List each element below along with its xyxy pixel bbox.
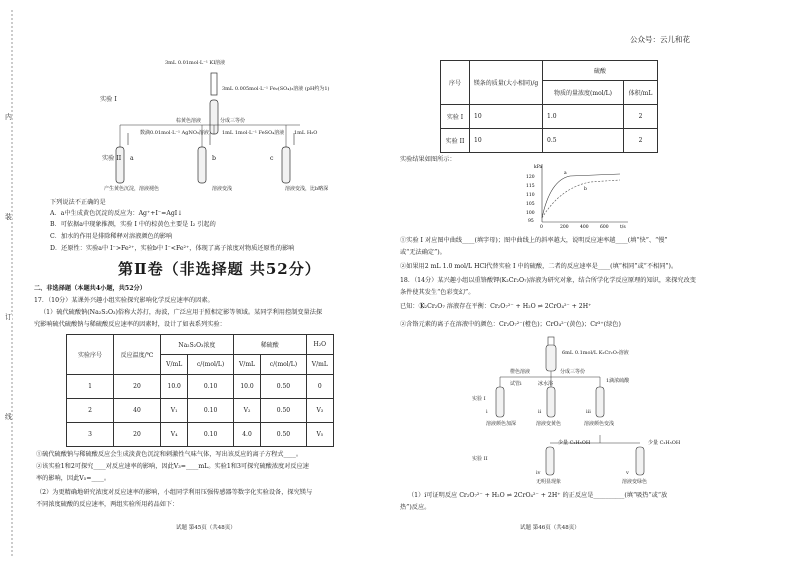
q17-p2a: （2）为更精确地研究浓度对反应速率的影响，小组同学利用压强传感器等数字化实验设备，探究镁与 <box>36 489 313 496</box>
res-iii: 溶液颜色变浅 <box>584 421 615 427</box>
tube-label-b: b <box>212 155 216 162</box>
x-tick: 600 <box>600 225 609 230</box>
question-stem: 下列说法不正确的是 <box>50 199 106 206</box>
table-cell: 0.50 <box>261 423 306 447</box>
table-cell: 20 <box>114 423 161 447</box>
th-acid: 硫酸 <box>543 61 658 81</box>
table-cell: 10.0 <box>233 375 260 399</box>
res-iv: 无明显现象 <box>536 479 562 485</box>
res-i: 溶液颜色加深 <box>486 421 517 427</box>
q17-p1b: 究影响硫代硫酸钠与稀硫酸反应速率的因素时，设计了如表系列实验： <box>34 321 226 328</box>
option-b: B．可依据a中现象推测，实验 I 中的棕黄色主要是 I₂ 引起的 <box>50 221 216 228</box>
experiment-table <box>66 334 334 447</box>
q18-stem-b: 条件使其发生“色彩变幻”。 <box>400 289 475 296</box>
brand-watermark: 公众号：云儿和花 <box>630 35 690 44</box>
table-cell: 10 <box>470 129 543 153</box>
reagent-c: 1mL H₂O <box>294 130 318 136</box>
top-reagent: 6mL 0.1mol/L K₂Cr₂O₇溶液 <box>562 350 629 356</box>
section-header: 二、非选择题（本题共4小题，共52分） <box>34 285 146 292</box>
th-sub: V/mL <box>161 355 188 375</box>
tube-v: v <box>626 470 629 476</box>
y-tick: 110 <box>526 193 535 198</box>
table-row <box>67 399 334 423</box>
tube-iii: iii <box>586 409 591 415</box>
q18-q1b: 热”)反应。 <box>400 504 431 511</box>
table-cell: V₂ <box>233 399 260 423</box>
th-seq: 实验序号 <box>67 335 114 375</box>
th-water: H₂O <box>306 335 333 355</box>
table-row <box>441 129 658 153</box>
chromium-diagram <box>460 335 690 485</box>
add-a: 少量 C₂H₅OH <box>558 440 591 446</box>
split-label: 分成三等份 <box>560 369 586 375</box>
magnesium-table <box>440 60 658 153</box>
q17-q1: ①硫代硫酸钠与稀硫酸反应会生成淡黄色沉淀和刺激性气味气体，写出该反应的离子方程式____。 <box>36 451 303 458</box>
reagent-cool: 冰水浴 <box>538 381 554 387</box>
th-seq: 序号 <box>441 61 470 105</box>
option-d: D．还原性：实验a中 I⁻>Fe²⁺，实验b中 I⁻<Fe²⁺，体现了离子浓度对物质还原性的影响 <box>50 245 295 252</box>
table-cell: 10 <box>470 105 543 129</box>
th-mg: 镁条的质量(大小相同)/g <box>470 61 543 105</box>
section-title: 第Ⅱ卷（非选择题 共52分） <box>118 260 321 278</box>
table-cell: 0 <box>306 375 333 399</box>
y-tick: 95 <box>528 219 534 224</box>
curve-label-b: b <box>584 187 587 192</box>
mix-label: 橙色溶液 <box>510 369 531 375</box>
x-tick: 200 <box>560 225 569 230</box>
table-cell: 0.50 <box>261 375 306 399</box>
table-cell: 2 <box>624 129 658 153</box>
exp2-label: 实验 II <box>472 456 488 462</box>
y-unit: kPa <box>534 165 543 170</box>
add-b: 少量 C₂H₅OH <box>648 440 681 446</box>
q17-q2b: 率的影响，因此V₅=____。 <box>36 475 111 482</box>
reagent-ki: 3mL 0.01mol·L⁻¹ KI溶液 <box>165 60 226 66</box>
x-tick: 0 <box>540 225 543 230</box>
table-cell: 0.5 <box>543 129 624 153</box>
table-row <box>67 375 334 399</box>
th-temp: 反应温度/℃ <box>114 335 161 375</box>
result-a: 产生黄色沉淀，溶液褪色 <box>104 186 160 192</box>
tube-ii: ii <box>538 409 542 415</box>
tube-iv: iv <box>536 470 541 476</box>
q17-p2b: 不同浓度硫酸的反应速率，两组实验所用药品如下： <box>36 501 179 508</box>
table-cell: 0.10 <box>188 399 233 423</box>
table-cell: 0.50 <box>261 399 306 423</box>
table-cell: 20 <box>114 375 161 399</box>
reagent-iii: 1滴浓硫酸 <box>606 378 630 384</box>
q-b1b: 或“无法确定”)。 <box>400 249 446 256</box>
table-cell: V₃ <box>306 399 333 423</box>
table-cell: 10.0 <box>161 375 188 399</box>
reagent-fe: 3mL 0.005mol·L⁻¹ Fe₂(SO₄)₃溶液 (pH约为1) <box>222 86 330 92</box>
reagent-a: 数滴0.01mol·L⁻¹ AgNO₃溶液 <box>140 130 209 136</box>
reagent-b: 1mL 1mol·L⁻¹ FeSO₄溶液 <box>222 130 285 136</box>
res-v: 溶液变绿色 <box>622 479 648 485</box>
tube-i: i <box>486 409 488 415</box>
exp1-label: 实验 I <box>100 96 117 103</box>
split-label: 分成三等份 <box>220 118 246 124</box>
th-acid: 稀硫酸 <box>233 335 306 355</box>
res-ii: 溶液变黄色 <box>536 421 562 427</box>
q17-stem: 17．（10分）某课外兴趣小组实验探究影响化学反应速率的因素。 <box>34 297 214 304</box>
ion-colors: ②含铬元素的离子在溶液中的颜色：Cr₂O₇²⁻(橙色)；CrO₄²⁻(黄色)；Cr³⁺(绿色) <box>400 321 621 328</box>
th-sub: V/mL <box>306 355 333 375</box>
left-footer: 试题 第45页（共48页） <box>176 525 236 531</box>
q18-stem-a: 18．（14分）某兴趣小组以重铬酸钾(K₂Cr₂O₇)溶液为研究对象，结合所学化学反应原理的知识，来探究改变 <box>400 277 696 284</box>
result-label: 实验结果如图所示： <box>400 156 456 163</box>
table-cell: 1.0 <box>543 105 624 129</box>
tube-label-c: c <box>270 155 274 162</box>
binding-char: 订 <box>5 313 12 321</box>
q17-q2a: ②该实验1和2可探究____对反应速率的影响，因此V₃=____mL。实验1和3可探究硫酸浓度对反应速 <box>36 463 309 470</box>
option-a: A．a中生成黄色沉淀的反应为：Ag⁺+I⁻=AgI↓ <box>50 210 183 217</box>
y-tick: 115 <box>526 184 535 189</box>
table-cell: 40 <box>114 399 161 423</box>
table-cell: 实验 II <box>441 129 470 153</box>
curve-b <box>542 180 620 218</box>
th-conc: 物质的量浓度(mol/L) <box>543 81 624 105</box>
right-footer: 试题 第46页（共48页） <box>520 525 580 531</box>
binding-char: 线 <box>5 413 12 421</box>
table-cell: 2 <box>624 105 658 129</box>
known-label: 已知：① <box>400 303 425 310</box>
right-page <box>400 0 800 566</box>
mix-label: 棕黄色溶液 <box>176 118 202 124</box>
table-cell: 实验 I <box>441 105 470 129</box>
experiment-diagram <box>90 55 350 200</box>
reagent-heat: 试管i <box>510 381 522 387</box>
th-na: Na₂S₂O₃浓度 <box>161 335 234 355</box>
th-vol: 体积/mL <box>624 81 658 105</box>
curve-label-a: a <box>564 171 567 176</box>
tube-label-a: a <box>130 155 134 162</box>
table-cell: 1 <box>67 375 114 399</box>
table-cell: 2 <box>67 399 114 423</box>
exp2-label: 实验 II <box>102 155 122 162</box>
exp1-label: 实验 I <box>472 396 486 402</box>
table-cell: 3 <box>67 423 114 447</box>
x-unit: t/s <box>620 225 626 230</box>
binding-char: 内 <box>5 113 12 121</box>
y-tick: 100 <box>526 211 535 216</box>
x-tick: 400 <box>580 225 589 230</box>
table-row <box>67 423 334 447</box>
th-sub: V/mL <box>233 355 260 375</box>
q18-q1a: （1）ⅰ可证明反应 Cr₂O₇²⁻ + H₂O ⇌ 2CrO₄²⁻ + 2H⁺ 的正反应是__________(填“吸热”或“放 <box>408 492 668 499</box>
option-c: C．加水的作用是排除稀释对溶液颜色的影响 <box>50 233 173 240</box>
known-eq: K₂Cr₂O₇ 溶液存在平衡：Cr₂O₇²⁻ + H₂O ⇌ 2CrO₄²⁻ + 2H⁺ <box>420 303 592 310</box>
table-cell: V₁ <box>161 399 188 423</box>
q-b1a: ①实验 I 对应图中曲线____(填字母)；图中曲线上的斜率越大，说明反应速率越____(填“快”、“慢” <box>400 237 668 244</box>
curve-a <box>542 174 620 218</box>
y-tick: 105 <box>526 202 535 207</box>
result-b: 溶液变浅 <box>212 186 233 192</box>
table-row <box>441 105 658 129</box>
table-cell: 0.10 <box>188 375 233 399</box>
table-cell: V₄ <box>161 423 188 447</box>
th-sub: c/(mol/L) <box>188 355 233 375</box>
table-cell: V₅ <box>306 423 333 447</box>
table-cell: 4.0 <box>233 423 260 447</box>
binding-char: 装 <box>5 213 12 221</box>
result-c: 溶液变浅，比b略深 <box>285 186 329 192</box>
th-sub: c/(mol/L) <box>261 355 306 375</box>
y-tick: 120 <box>526 175 535 180</box>
q-b2: ②如果用2 mL 1.0 mol/L HCl代替实验 I 中的硫酸，二者的反应速率是____(填“相同”或“不相同”)。 <box>400 263 678 270</box>
table-cell: 0.10 <box>188 423 233 447</box>
q17-p1a: （1）硫代硫酸钠(Na₂S₂O₃)俗称大苏打，海波，广泛应用于照相定影等领域。某同学利用控制变量法探 <box>40 309 323 316</box>
pressure-graph <box>520 160 632 230</box>
